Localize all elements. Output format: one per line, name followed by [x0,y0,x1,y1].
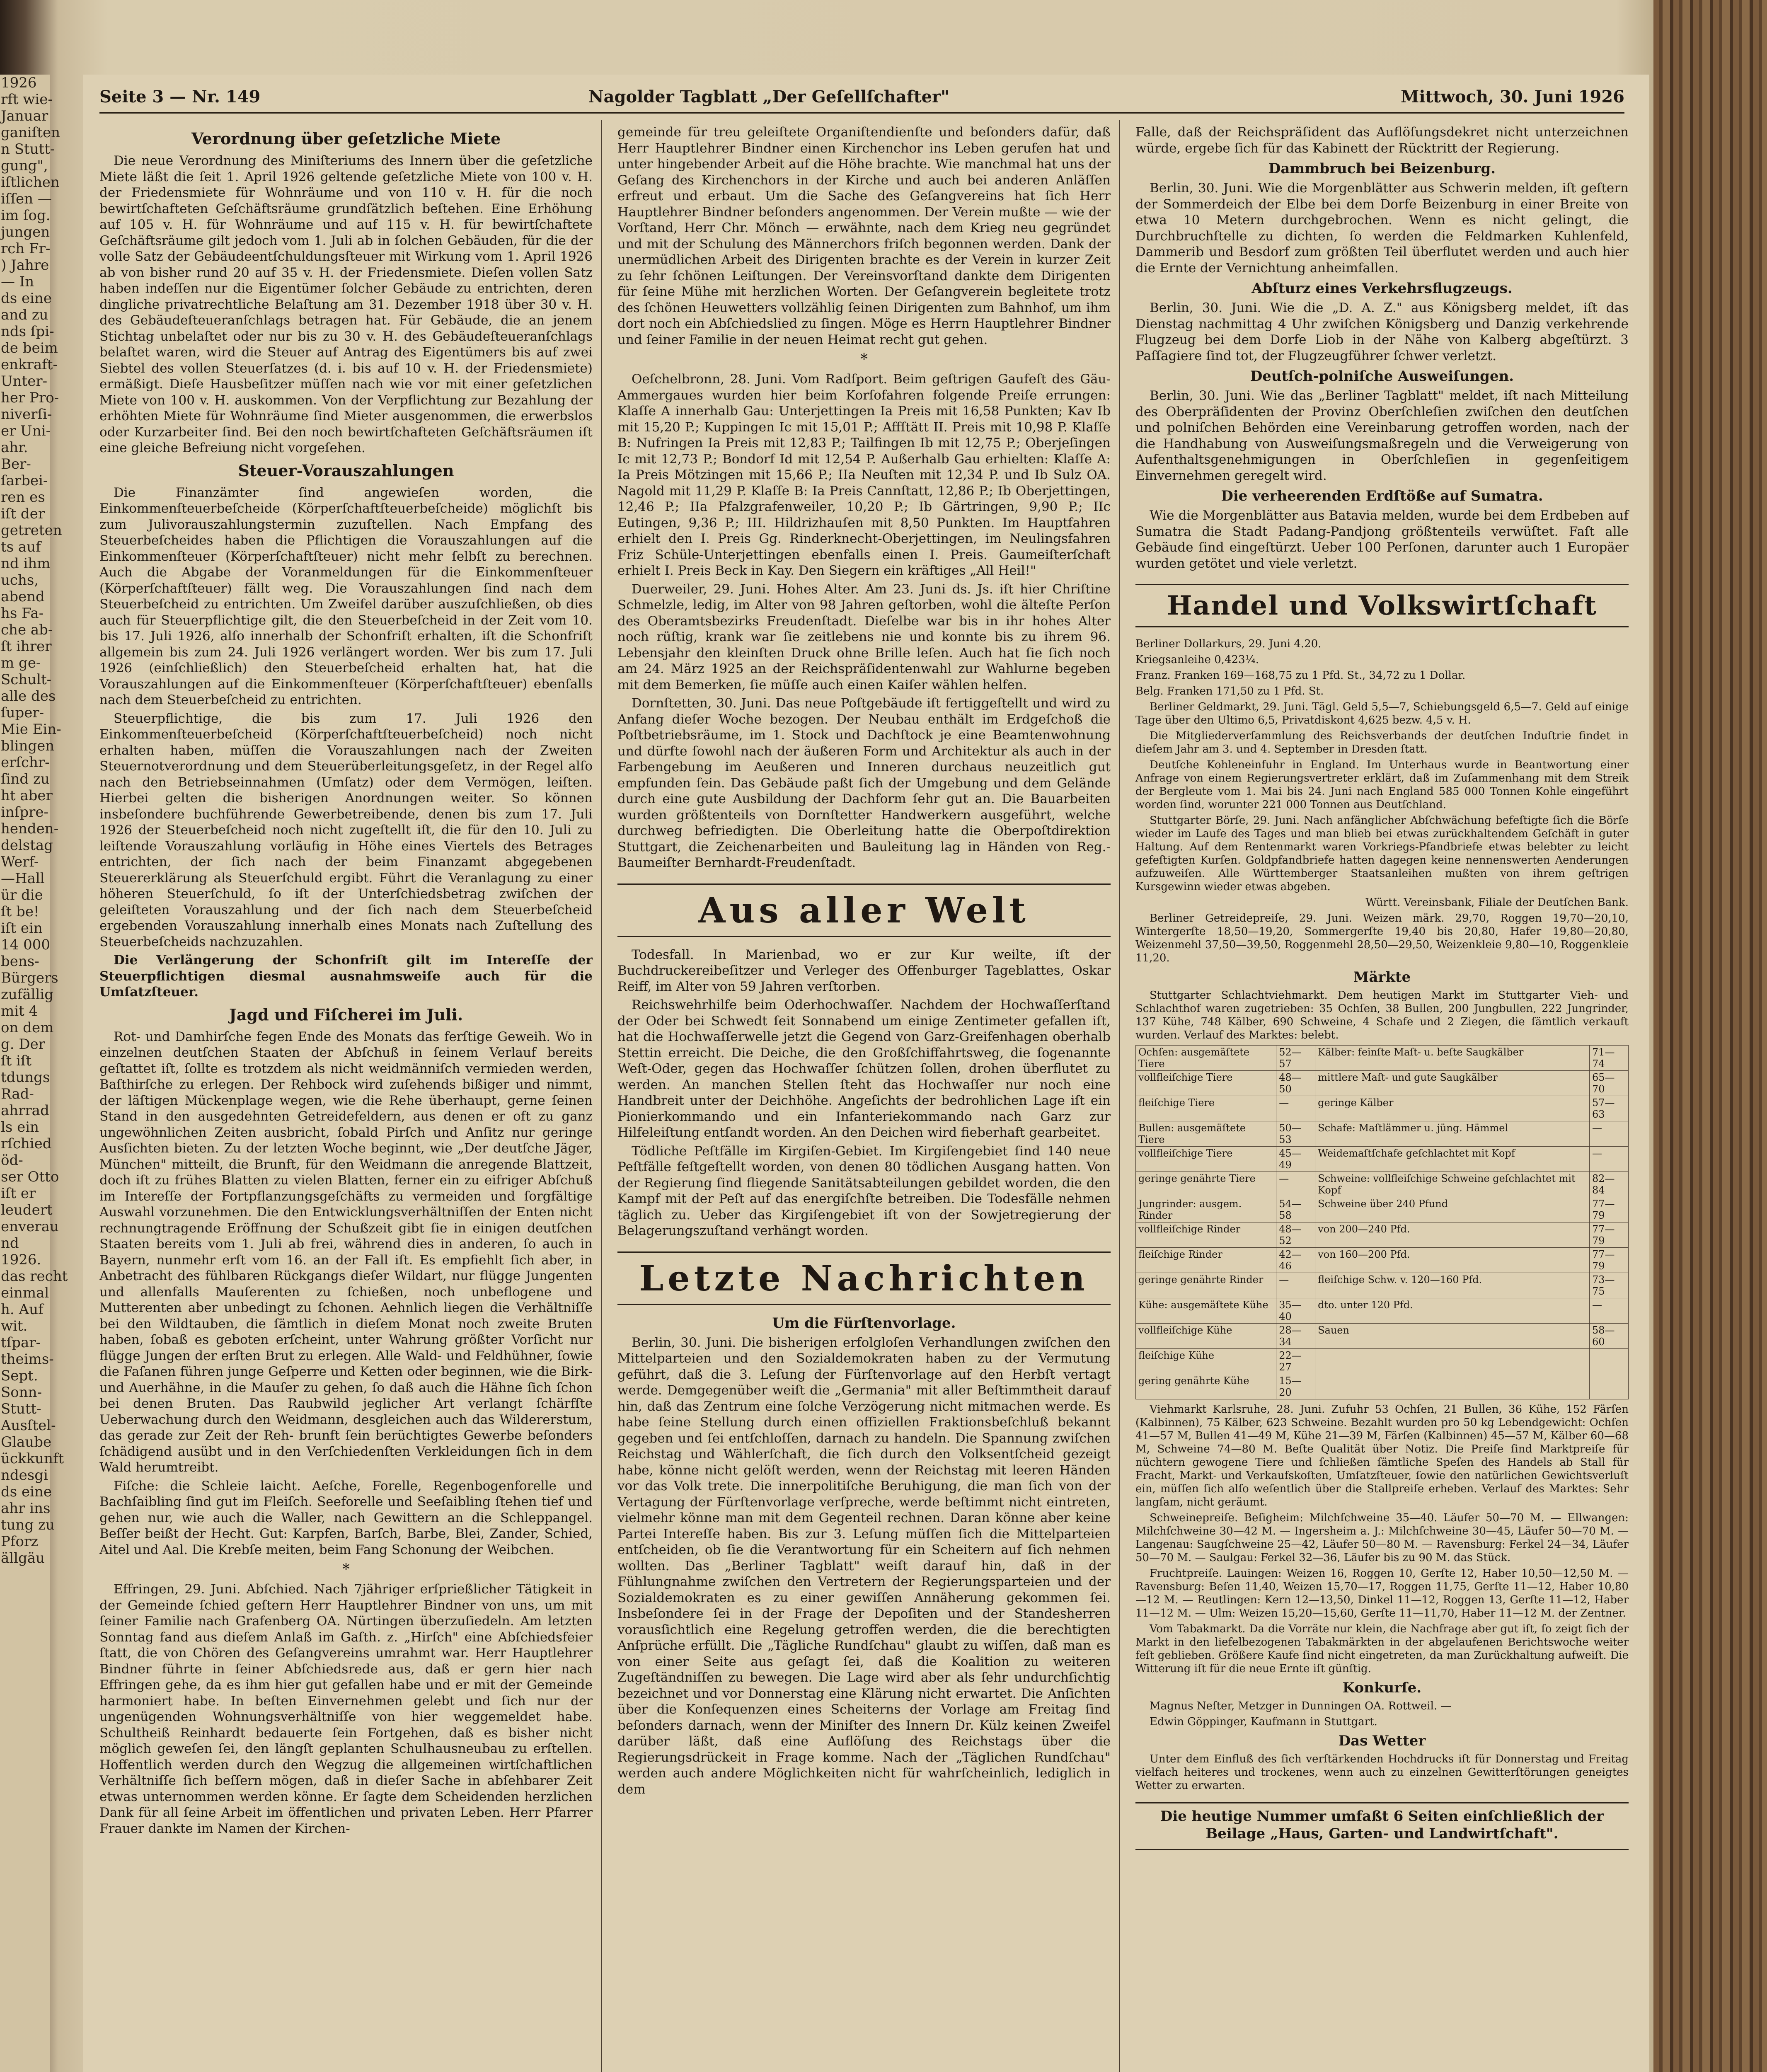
adjacent-page-strip [0,75,68,2072]
strip-line: and zu [1,307,48,323]
strip-line: iſt der [1,506,45,522]
strip-line: ht aber [1,787,53,804]
strip-line: zufällig [1,986,54,1003]
table-cell: vollfleiſchige Tiere [1136,1147,1276,1172]
kohleneinfuhr: Deutſche Kohleneinfuhr in England. Im Unterhaus wurde in Beantwortung einer Anfrage von einem Regierungsvertreter erklärt, daß im Zuſammenhang mit dem Streik der Bergleute vom 1. Mai bis 24. Juni nach England 585 000 Tonnen Kohle eingeführt worden ſind, worunter 221 000 Tonnen aus Deutſchland. [1135,759,1629,811]
table-row [1136,1374,1629,1399]
strip-line: jungen [1,224,50,240]
strip-line: öd- [1,1152,23,1169]
headline-miete: Verordnung über geſetzliche Miete [191,129,501,148]
table-cell: von 200—240 Pfd. [1315,1222,1590,1248]
article-dammbruch: Berlin, 30. Juni. Wie die Morgenblätter aus Schwerin melden, iſt geſtern der Sommerdeich der Elbe bei dem Dorfe Beizenburg in einer Breite von etwa 10 Metern durchgebrochen. Wenn es nicht gelingt, die Durchbruchſtelle zu dichten, ſo werden die Feldmarken Kuhlenfeld, Dammerib und Besdorf zum größten Teil überflutet werden und auch hier die Ernte der Vernichtung anheimfallen. [1135,181,1629,276]
strip-line: n Stutt- [1,141,55,157]
strip-line: tdungs [1,1069,50,1086]
table-cell: 15—20 [1276,1374,1315,1399]
strip-line: her Pro- [1,390,59,406]
book-binding [1653,0,1767,2072]
headline-steuer: Steuer-Vorauszahlungen [238,461,454,480]
strip-line: Mie Ein- [1,721,61,738]
article-fuerstenvorlage-cont: Falle, daß der Reichspräſident das Auflöſungsdekret nicht unterzeichnen würde, ergebe ſich für das Kabinett der Rücktritt der Regierung. [1135,125,1629,156]
strip-line: ts auf [1,539,41,555]
issue-notice [1135,1802,1629,1850]
table-cell: Schweine über 240 Pfund [1315,1197,1590,1222]
strip-line: ls ein [1,1119,39,1135]
section-aus-aller-welt: Aus aller Welt [617,884,1111,937]
strip-line: ds eine [1,290,52,307]
article-sumatra: Wie die Morgenblätter aus Batavia melden, wurde bei dem Erdbeben auf Sumatra die Stadt Padang-Pandjong größtenteils verwüſtet. Faſt alle Gebäude ſind eingeſtürzt. Ueber 100 Perſonen, darunter auch 1 Europäer wurden getötet und viele verletzt. [1135,508,1629,571]
strip-line: ſarbei- [1,472,48,489]
strip-line: erſchr- [1,754,50,771]
header-page-number: Seite 3 — Nr. 149 [99,87,261,107]
table-cell: fleiſchige Rinder [1136,1248,1276,1273]
table-cell: — [1590,1121,1629,1147]
strip-line: ſt ihrer [1,638,52,655]
franz-franken: Franz. Franken 169—168,75 zu 1 Pfd. St., 34,72 zu 1 Dollar. [1135,669,1466,682]
strip-line: uchs, [1,572,39,588]
article-effringen: Effringen, 29. Juni. Abſchied. Nach 7jähriger erſprießlicher Tätigkeit in der Gemeinde ſchied geſtern Herr Hauptlehrer Bindner von uns, um mit ſeiner Familie nach Grafenberg OA. Nürtingen überzuſiedeln. Am letzten Sonntag fand aus dieſem Anlaß im Gaſth. z. „Hirſch" eine Abſchiedsfeier ſtatt, die von Chören des Geſangvereins umrahmt war. Herr Hauptlehrer Bindner führte in ſeiner Abſchiedsrede aus, daß er gern hier nach Effringen gehe, da es ihm hier gut gefallen habe und er mit der Gemeinde harmoniert habe. In beſten Einvernehmen gelebt und ſich nur der ungenügenden Wohnungsverhältniſſe von hier weggemeldet habe. Schultheiß Reinhardt bedauerte ſein Fortgehen, daß es bisher nicht möglich geweſen ſei, den längſt geplanten Schulhausneubau zu erſtellen. Hoffentlich werden durch den Wegzug die allgemeinen wirtſchaftlichen Verhältniſſe ſich beſſern mögen, daß in dieſer Sache in abſehbarer Zeit etwas unternommen werden könne. Er ſagte dem Scheidenden herzlichen Dank für all ſeine Arbeit im öffentlichen und privaten Leben. Herr Pfarrer Frauer dankte im Namen der Kirchen- [99,1582,593,1836]
strip-line: ällgäu [1,1550,45,1566]
table-cell: Weidemaſtſchafe geſchlachtet mit Kopf [1315,1147,1590,1172]
table-cell: dto. unter 120 Pfd. [1315,1298,1590,1324]
table-cell: Schafe: Maſtlämmer u. jüng. Hämmel [1315,1121,1590,1147]
table-cell [1590,1349,1629,1374]
strip-line: einmal [1,1285,49,1301]
table-cell: Ochſen: ausgemäſtete Tiere [1136,1046,1276,1071]
table-cell: fleiſchige Tiere [1136,1096,1276,1121]
strip-line: enkraft- [1,356,58,373]
article-ausweisungen: Berlin, 30. Juni. Wie das „Berliner Tagblatt" meldet, iſt nach Mitteilung des Oberpräſidenten der Provinz Oberſchleſien zwiſchen den deutſchen und polniſchen Behörden eine Vereinbarung getroffen worden, nach der die Handhabung von Ausweiſungsmaßregeln und die Verweigerung von Aufenthaltsgenehmigungen in Oberſchleſien in gegenſeitigem Einvernehmen geregelt wird. [1135,388,1629,483]
table-cell: — [1590,1298,1629,1324]
table-cell: 73—75 [1590,1273,1629,1298]
table-row [1136,1046,1629,1071]
table-cell [1315,1349,1590,1374]
table-cell: geringe genährte Rinder [1136,1273,1276,1298]
section-star: * [860,351,868,368]
viehmarkt-karlsruhe: Viehmarkt Karlsruhe, 28. Juni. Zufuhr 53 Ochſen, 21 Bullen, 36 Kühe, 152 Färſen (Kalbinnen), 75 Kälber, 623 Schweine. Bezahlt wurden pro 50 kg Lebendgewicht: Ochſen 41—57 M, Bullen 41—49 M, Kühe 21—39 M, Färſen (Kalbinnen) 45—57 M, Kälber 60—68 M, Schweine 74—80 M. Beſte Qualität über Notiz. Die Preiſe ſind Marktpreiſe für nüchtern gewogene Tiere und ſchließen ſämtliche Speſen des Handels ab Stall für Fracht, Markt- und Verkaufskoſten, Umſatzſteuer, ſowie den natürlichen Gewichtsverluſt ein, müſſen ſich alſo weſentlich über die Stallpreiſe erheben. Verlauf des Marktes: Sehr langſam, nicht geräumt. [1135,1403,1629,1508]
table-cell: Kälber: feinſte Maſt- u. beſte Saugkälber [1315,1046,1590,1071]
table-cell: 45—49 [1276,1147,1315,1172]
strip-line: Bürgers [1,970,58,986]
headline-maerkte: Märkte [1353,969,1411,985]
strip-line: ür die [1,887,43,903]
header-date: Mittwoch, 30. Juni 1926 [1401,87,1624,107]
table-cell: 82—84 [1590,1172,1629,1197]
table-cell: — [1276,1172,1315,1197]
strip-line: ſt be! [1,903,39,920]
stuttgarter-boerse: Stuttgarter Börſe, 29. Juni. Nach anfänglicher Abſchwächung befeſtigte ſich die Börſe wieder im Laufe des Tages und man blieb bei etwas zurückhaltendem Geſchäft in guter Haltung. Auf dem Rentenmarkt waren Vorkriegs-Pfandbriefe etwas belebter zu leicht gefeſtigten Kurſen. Goldpfandbriefe hatten dagegen keine nennenswerten Aenderungen aufzuweiſen. Alle Württemberger Staatsanleihen mußten von ihrem geſtrigen Kursgewinn wieder etwas abgeben. [1135,814,1629,893]
strip-line: Unter- [1,373,48,390]
strip-line: Stutt- [1,1401,41,1417]
boerse-source: Württ. Vereinsbank, Filiale der Deutſchen Bank. [1365,896,1629,909]
strip-line: alle des [1,688,56,704]
strip-line: ndesgi [1,1467,48,1484]
strip-line: 1926. [1,1251,41,1268]
strip-line: rſchied [1,1135,52,1152]
column-rule [601,120,602,2072]
table-cell: 50—53 [1276,1121,1315,1147]
strip-line: 1926 [1,75,37,91]
page-header [99,83,1624,114]
column-rule [1119,120,1120,2072]
table-cell: 58—60 [1590,1324,1629,1349]
table-cell: 48—52 [1276,1222,1315,1248]
konkurs-2: Edwin Göppinger, Kaufmann in Stuttgart. [1150,1716,1377,1728]
strip-line: mit 4 [1,1003,38,1019]
column-1 [99,124,593,1839]
strip-line: rft wie- [1,91,53,108]
strip-line: henden- [1,821,59,837]
table-cell: 42—46 [1276,1248,1315,1273]
strip-line: er Uni- [1,423,51,439]
strip-line: nds ſpi- [1,323,54,340]
table-cell: fleiſchige Kühe [1136,1349,1276,1374]
article-oeschelbronn: Oeſchelbronn, 28. Juni. Vom Radſport. Beim geſtrigen Gaufeſt des Gäu-Ammergaues wurden hier beim Korſofahren folgende Preiſe errungen: Klaſſe A innerhalb Gau: Unterjettingen Ia Preis mit 16,58 Punkten; Kav Ib mit 15,20 P.; Kuppingen Ic mit 15,01 P.; Affſtätt II. Preis mit 10,98 P. Klaſſe B: Nufringen Ia Preis mit 12,83 P.; Tailfingen Ib mit 12,75 P.; Oberjeſingen Ic mit 12,73 P.; Bondorf Id mit 12,54 P. Außerhalb Gau erhielten: Klaſſe A: Ia Preis Mötzingen mit 15,66 P.; IIa Neuſten mit 12,34 P. und Ib Sulz OA. Nagold mit 11,29 P. Klaſſe B: Ia Preis Cannſtatt, 12,86 P.; Ib Oberjettingen, 12,46 P.; IIa Pfalzgrafenweiler, 10,20 P.; Ib Gärtringen, 9,90 P.; IIc Eutingen, 9,36 P.; III. Hildrizhauſen mit 8,50 Punkten. Im Hauptfahren erhielt den I. Preis Gg. Rinderknecht-Oberjettingen, im Neulingsfahren Friz Schüle-Unterjettingen ebenfalls einen I. Preis. Gaumeiſterſchaft erhielt I. Preis Beck in Kay. Den Siegern ein kräftiges „All Heil!" [617,372,1111,578]
strip-line: ahr ins [1,1500,51,1517]
strip-line: ahr. [1,439,28,456]
table-cell: vollfleiſchige Tiere [1136,1071,1276,1096]
article-absturz: Berlin, 30. Juni. Wie die „D. A. Z." aus Königsberg meldet, iſt das Dienstag nachmittag 4 Uhr zwiſchen Königsberg und Danzig verkehrende Flugzeug bei dem Dorfe Liob in der Nähe von Kalberg abgeſtürzt. 3 Paſſagiere ſind tot, der Flugzeugführer ſchwer verletzt. [1135,300,1629,363]
table-cell: 54—58 [1276,1197,1315,1222]
column-2 [617,124,1111,1800]
table-cell: 65—70 [1590,1071,1629,1096]
strip-line: m ge- [1,655,41,671]
section-handel: Handel und Volkswirtſchaft [1135,584,1629,627]
strip-line: rch Fr- [1,240,51,257]
strip-line: ückkunft [1,1450,64,1467]
table-cell: Bullen: ausgemäſtete Tiere [1136,1121,1276,1147]
strip-line: bens- [1,953,39,970]
section-star: * [342,1561,350,1578]
table-cell: Kühe: ausgemäſtete Kühe [1136,1298,1276,1324]
table-cell: 77—79 [1590,1248,1629,1273]
table-cell: gering genährte Kühe [1136,1374,1276,1399]
table-cell: vollfleiſchige Kühe [1136,1324,1276,1349]
article-steuer-2: Steuerpflichtige, die bis zum 17. Juli 1926 den Einkommenſteuerbeſcheid (Körperſchaftſteuerbeſcheid) noch nicht erhalten haben, müſſen die Vorauszahlungen nach der Zweiten Steuernotverordnung und dem Steuerüberleitungsgeſetz, in der Regel alſo nach den Betriebseinnahmen (Umſatz) oder dem Vermögen, leiſten. Hierbei gelten die bisherigen Anordnungen weiter. So können insbeſondere buchführende Gewerbetreibende, denen bis zum 17. Juli 1926 der Steuerbeſcheid noch nicht zugeſtellt iſt, die für den 10. Juli zu leiſtende Vorauszahlung vorläufig in Höhe eines Viertels des Betrages entrichten, der ſich nach der beim Finanzamt abgegebenen Steuererklärung als Steuerſchuld ergibt. Führt die Veranlagung zu einer höheren Steuerſchuld, ſo iſt der Unterſchiedsbetrag zwiſchen der geleiſteten Vorauszahlung und der ſich nach dem Steuerbeſcheid ergebenden Vorauszahlung innerhalb eines Monats nach Zuſtellung des Steuerbeſcheids nachzuzahlen. [99,711,593,949]
mitgliederversammlung: Die Mitgliederverſammlung des Reichsverbands der deutſchen Induſtrie findet in dieſem Jahr am 3. und 4. September in Dresden ſtatt. [1135,730,1629,755]
strip-line: Sept. [1,1368,38,1384]
strip-line: de beim [1,340,58,356]
belg-franken: Belg. Franken 171,50 zu 1 Pfd. St. [1135,685,1324,697]
strip-line: ſind zu [1,771,50,787]
strip-line: iſt er [1,1185,36,1202]
section-letzte-nachrichten: Letzte Nachrichten [617,1251,1111,1305]
table-row [1136,1298,1629,1324]
strip-line: on dem [1,1019,54,1036]
table-row [1136,1222,1629,1248]
headline-ausweisungen: Deutſch-polniſche Ausweiſungen. [1250,368,1514,385]
table-row [1136,1147,1629,1172]
strip-line: ſuper- [1,704,44,721]
strip-line: Werf- [1,854,39,870]
table-row [1136,1096,1629,1121]
table-cell: 52—57 [1276,1046,1315,1071]
getreidepreise: Berliner Getreidepreiſe, 29. Juni. Weizen märk. 29,70, Roggen 19,70—20,10, Wintergerſte 18,50—19,20, Sommergerſte 19,40 bis 20,80, Hafer 19,80—20,80, Weizenmehl 37,50—39,50, Roggenmehl 28,50—29,50, Weizenkleie 9,80—10, Roggenkleie 11,20. [1135,912,1629,964]
article-fuerstenvorlage: Berlin, 30. Juni. Die bisherigen erfolgloſen Verhandlungen zwiſchen den Mittelparteien und den Sozialdemokraten haben zu der Vermutung geführt, daß die 3. Leſung der Fürſtenvorlage auf den Herbſt vertagt werde. Demgegenüber weiſt die „Germania" mit aller Beſtimmtheit darauf hin, daß das Zentrum eine ſolche Verzögerung nicht mitmachen werde. Es habe ſeine Stellung durch einen offiziellen Fraktionsbeſchluß bekannt gegeben und ſei entſchloſſen, darnach zu handeln. Die Spannung zwiſchen Reichstag und Wählerſchaft, die ſich durch den Volksentſcheid gezeigt habe, könne nicht gelöſt werden, wenn der Reichstag mit leeren Händen vor das Volk trete. Die innerpolitiſche Beruhigung, die man ſich von der Vertagung der Fürſtenvorlage verſpreche, werde beſtimmt nicht eintreten, vielmehr könne man mit dem Gegenteil rechnen. Daran könne aber keine Partei Intereſſe haben. Bis zur 3. Leſung müſſen ſich die Mittelparteien entſcheiden, ob ſie die Verantwortung für ein Scheitern auf ſich nehmen wollten. Das „Berliner Tagblatt" weiſt darauf hin, daß in der Fühlungnahme zwiſchen den Vertretern der Regierungsparteien und der Sozialdemokraten es zu einer gewiſſen Annäherung gekommen ſei. Insbeſondere ſei in der Frage der Depoſiten und der Standesherren vorausſichtlich eine Regelung getroffen werden, die die berechtigten Anſprüche erfüllt. Die „Tägliche Rundſchau" glaubt zu wiſſen, daß man es von einer Seite aus geſagt ſei, daß die Koalition zu weiteren Zugeſtändniſſen zu bewegen. Die Lage wird aber als ſehr undurchſichtig bezeichnet und vor Donnerstag eine Klärung nicht erwartet. Die Anſichten über die Konſequenzen eines Scheiterns der Vorlage am Freitag ſind beſonders darnach, wenn der Miniſter des Innern Dr. Külz keinen Zweifel darüber läßt, daß eine Auflöſung des Reichstags über die Regierungsdrückeit in Frage komme. Nach der „Täglichen Rundſchau" werden auch andere Möglichkeiten nicht für wahrſcheinlich, lediglich in dem [617,1335,1111,1797]
fruchtpreise: Fruchtpreiſe. Lauingen: Weizen 16, Roggen 10, Gerſte 12, Haber 10,50—12,50 M. — Ravensburg: Beſen 11,40, Weizen 15,70—17, Roggen 11,75, Gerſte 11—12, Haber 10,80—12 M. — Reutlingen: Kern 12—13,50, Dinkel 11—12, Roggen 13, Gerſte 11—12, Haber 11—12 M. — Ulm: Weizen 15,20—15,60, Gerſte 11—11,70, Haber 11—12 M. der Zentner. [1135,1567,1629,1619]
geldmarkt: Berliner Geldmarkt, 29. Juni. Tägl. Geld 5,5—7, Schiebungsgeld 6,5—7. Geld auf einige Tage über den Ultimo 6,5, Privatdiskont 4,625 bezw. 4,5 v. H. [1135,701,1629,726]
table-cell: 35—40 [1276,1298,1315,1324]
headline-fuerstenvorlage: Um die Fürſtenvorlage. [772,1314,956,1331]
strip-line: im ſog. [1,207,51,224]
strip-line: — In [1,274,34,290]
strip-line: tung zu [1,1517,55,1533]
strip-line: 14 000 [1,937,50,953]
table-row [1136,1071,1629,1096]
strip-line: Sonn- [1,1384,42,1401]
cattle-price-table [1135,1045,1629,1399]
column-3 [1135,124,1629,1850]
strip-line: Ausſtel- [1,1417,56,1434]
article-jagd-2: Fiſche: die Schleie laicht. Aeſche, Forelle, Regenbogenforelle und Bachſaibling ſind gut im Fleiſch. Seeforelle und Seeſaibling ſtehen tief und gehen nur, wie auch die Waller, nach Gewittern an die Schleppangel. Beſſer beißt der Hecht. Gut: Karpfen, Barſch, Barbe, Blei, Zander, Schied, Aitel und Aal. Die Krebſe meiten, beim Fang Schonung der Weibchen. [99,1478,593,1557]
table-cell: — [1590,1147,1629,1172]
strip-line: ganiſten [1,124,61,141]
table-cell: geringe Kälber [1315,1096,1590,1121]
strip-line: Ber- [1,456,31,472]
strip-line: ſt iſt [1,1053,32,1069]
table-cell: vollfleiſchige Rinder [1136,1222,1276,1248]
article-todesfall: Todesfall. In Marienbad, wo er zur Kur weilte, iſt der Buchdruckereibeſitzer und Verleger des Offenburger Tageblattes, Oskar Reiff, im Alter von 59 Jahren verſtorben. [617,947,1111,994]
schlachtviehmarkt: Stuttgarter Schlachtviehmarkt. Dem heutigen Markt im Stuttgarter Vieh- und Schlachthof waren zugetrieben: 35 Ochſen, 38 Bullen, 200 Jungbullen, 222 Jungrinder, 137 Kühe, 748 Kälber, 690 Schweine, 4 Schafe und 2 Ziegen, die ſämtlich verkauft wurden. Verlauf des Marktes: belebt. [1135,989,1629,1041]
strip-line: ) Jahre [1,257,49,274]
strip-line: Januar [1,108,48,124]
headline-wetter: Das Wetter [1338,1733,1426,1749]
table-cell: 57—63 [1590,1096,1629,1121]
strip-line: g. Der [1,1036,46,1053]
table-cell: — [1276,1096,1315,1121]
table-cell: mittlere Maſt- und gute Saugkälber [1315,1071,1590,1096]
strip-line: gung", [1,157,48,174]
strip-line: wit. [1,1318,28,1334]
table-cell: 28—34 [1276,1324,1315,1349]
headline-konkurse: Konkurſe. [1342,1680,1422,1696]
strip-line: abend [1,588,45,605]
headline-absturz: Abſturz eines Verkehrsflugzeugs. [1251,280,1513,297]
table-cell: 77—79 [1590,1222,1629,1248]
kriegsanleihe: Kriegsanleihe 0,423¼. [1135,654,1259,666]
strip-line: iſtlichen [1,174,60,191]
strip-line: enverau [1,1218,59,1235]
schweinepreise: Schweinepreiſe. Beſigheim: Milchſchweine 35—40. Läufer 50—70 M. — Ellwangen: Milchſchweine 30—42 M. — Ingersheim a. J.: Milchſchweine 30—45, Läufer 50—70 M. — Langenau: Saugſchweine 25—42, Läufer 50—80 M. — Ravensburg: Ferkel 24—34, Läufer 50—70 M. — Saulgau: Ferkel 32—36, Läufer bis zu 90 M. das Stück. [1135,1512,1629,1564]
table-cell: — [1276,1273,1315,1298]
article-pest: Tödliche Peſtfälle im Kirgiſen-Gebiet. Im Kirgiſengebiet ſind 140 neue Peſtfälle feſtgeſtellt worden, von denen 80 tödlichen Ausgang hatten. Von der Regierung ſind fliegende Sanitätsabteilungen gebildet worden, die den Kampf mit der Peſt auf das energiſchſte betreiben. Die Todesfälle nehmen täglich zu. Ueber das Kirgiſengebiet iſt von der Sowjetregierung der Belagerungszuſtand verhängt worden. [617,1143,1111,1238]
strip-line: niverſi- [1,406,52,423]
table-cell: geringe genährte Tiere [1136,1172,1276,1197]
strip-line: —Hall [1,870,45,887]
strip-line: ds eine [1,1484,52,1500]
table-row [1136,1197,1629,1222]
headline-jagd: Jagd und Fiſcherei im Juli. [229,1005,463,1024]
strip-line: inſpre- [1,804,48,821]
table-cell: 77—79 [1590,1197,1629,1222]
headline-dammbruch: Dammbruch bei Beizenburg. [1268,160,1496,177]
strip-line: das recht [1,1268,68,1285]
article-jagd-1: Rot- und Damhirſche fegen Ende des Monats das ferſtige Geweih. Wo in einzelnen deutſchen Staaten der Abſchuß in ſeinem Verlauf bereits geſtattet iſt, ſollte es trotzdem als nicht weidmänniſch vermieden werden, Baſthirſche zu erlegen. Der Rehbock wird zuſehends bißiger und nimmt, der läſtigen Mückenplage wegen, wie die Rehe überhaupt, gerne ſeinen Stand in den ausgedehnten Getreidefeldern, aus denen er oft zu ganz ungewöhnlichen Zeiten ausbricht, ſobald Pirſch und Anſitz nur geringe Ausſichten bieten. Zu der letzten Woche beginnt, wie „Der deutſche Jäger, München" mitteilt, die Brunft, für den Weidmann die anregende Blattzeit, doch iſt zu frühes Blatten zu vielen Blatten, ferner ein zu eifriger Abſchuß im Intereſſe der Fortpflanzungsgeſchäfts zu vermeiden und ſorgfältige Auswahl vorzunehmen. Die den Entwicklungsverhältniſſen der Enten nicht rechnungtragende Eröffnung der Schußzeit gibt ſie in einigen deutſchen Staaten bereits vom 1. Juli ab frei, während dies in anderen, ſo auch in Bayern, nunmehr erſt vom 16. an der Fall iſt. Es empfiehlt ſich aber, in Anbetracht des fühlbaren Rückgangs dieſer Wildart, nur flügge Jungenten und allenfalls Mauſerenten zu ſchießen, noch unbeflogene und Mutterenten aber unbedingt zu ſchonen. Aehnlich liegen die Verhältniſſe bei den Wildtauben, die ſämtlich in dieſem Monat noch zweite Bruten haben, ſobaß es geboten erſcheint, unter Wahrung größter Vorſicht nur flügge Jungen der erſten Brut zu erlegen. Alle Wald- und Feldhühner, ſowie die Faſanen führen junge Geſperre und Ketten oder beginnen, wie die Birk- und Auerhähne, in die Mauſer zu gehen, ſo daß auch die Hähne ſich ſchon bei denen Bruten. Das Raubwild jeglicher Art verlangt ſchärfſte Ueberwachung durch den Weidmann, desgleichen auch das Wildererstum, das gerade zur Zeit der Reh- brunft ſein berüchtigtes Gewerbe beſonders ſchädigend ausübt und in den Verſchiedenſten Verkleidungen ſich in dem Wald herumtreibt. [99,1029,593,1475]
strip-line: ahrrad [1,1102,49,1119]
market-block [1135,637,1629,1792]
table-row [1136,1349,1629,1374]
table-row [1136,1172,1629,1197]
article-effringen-cont: gemeinde für treu geleiſtete Organiſtendienſte und beſonders dafür, daß Herr Hauptlehrer Bindner einen Kirchenchor ins Leben gerufen hat und unter hingebender Arbeit auf die Höhe brachte. Wie manchmal hat uns der Geſang des Kirchenchors in der Kirche und auch bei anderen Anläſſen erfreut und erbaut. Um die Sache des Geſangvereins hat ſich Herr Hauptlehrer Bindner beſonders angenommen. Der Verein mußte — wie der Vorſtand, Herr Chr. Mönch — erwähnte, nach dem Krieg neu gegründet und mit der Schulung des Männerchors friſch begonnen werden. Dank der unermüdlichen Arbeit des Dirigenten brachte es der Verein in kurzer Zeit zu ſehr ſchönen Leiſtungen. Der Vereinsvorſtand dankte dem Dirigenten für ſeine Mühe mit herzlichen Worten. Der Geſangverein begleitete trotz des ſchönen Heuwetters vollzählig ſeinen Dirigenten zum Bahnhof, um ihm dort noch ein Abſchiedslied zu ſingen. Möge es Herrn Hauptlehrer Bindner und ſeiner Familie in der neuen Heimat recht gut gehen. [617,125,1111,347]
strip-line: blingen [1,738,55,754]
strip-line: nd ihm [1,555,51,572]
dollarkurs: Berliner Dollarkurs, 29. Juni 4.20. [1135,638,1322,650]
strip-line: theims- [1,1351,54,1368]
table-cell: 48—50 [1276,1071,1315,1096]
table-row [1136,1121,1629,1147]
strip-line: leudert [1,1202,53,1218]
headline-sumatra: Die verheerenden Erdſtöße auf Sumatra. [1221,488,1543,504]
article-miete: Die neue Verordnung des Miniſteriums des Innern über die geſetzliche Miete läßt die ſeit 1. April 1926 geltende geſetzliche Miete von 100 v. H. der Friedensmiete für Wohnräume und von 110 v. H. für die noch bewirtſchafteten Geſchäftsräume grundſätzlich beſtehen. Eine Erhöhung auf 105 v. H. für Wohnräume und auf 115 v. H. für bewirtſchaftete Geſchäftsräume gilt jedoch vom 1. Juli ab in ſolchen Gebäuden, für die der volle Satz der Gebäudeentſchuldungsſteuer mit Wirkung vom 1. April 1926 ab von bisher rund 20 auf 35 v. H. der Friedensmiete. Dieſen vollen Satz haben indeſſen nur die Eigentümer ſolcher Gebäude zu entrichten, deren dingliche privatrechtliche Belaſtung am 31. Dezember 1918 über 30 v. H. des Gebäudeſteueranſchlags betragen hat. Für Gebäude, die an jenem Stichtag unbelaſtet oder nur bis zu 30 v. H. des Gebäudeſteueranſchlags belaſtet waren, wird die Steuer auf Antrag des Eigentümers bis auf zwei Siebtel des vollen Steuerſatzes (d. i. bis auf 10 v. H. der Friedensmiete) ermäßigt. Dieſe Hausbeſitzer müſſen nach wie vor mit einer geſetzlichen Miete von 100 v. H. auskommen. Von der Verpflichtung zur Bezahlung der erhöhten Miete für Wohnräume ſind Mieter ausgenommen, die erwerbslos oder Kurzarbeiter ſind. Bei den noch bewirtſchafteten Geſchäftsräumen iſt eine gleiche Befreiung nicht vorgeſehen. [99,153,593,455]
strip-line: Rad- [1,1086,34,1102]
article-dornstetten: Dornſtetten, 30. Juni. Das neue Poſtgebäude iſt fertiggeſtellt und wird zu Anfang dieſer Woche bezogen. Der Neubau enthält im Erdgeſchoß die Poſtbetriebsräume, im 1. Stock und Dachſtock je eine Beamtenwohnung und dürfte ſowohl nach der äußeren Form und Architektur als auch in der Farbengebung im Aeußeren und Inneren durchaus neuzeitlich gut empfunden ſein. Das Gebäude paßt ſich der Umgebung und dem Gelände durch eine gute Ausbildung der Dachform ſehr gut an. Die Bauarbeiten wurden größtenteils von Dornſtetter Handwerkern ausgeführt, welche durchweg befriedigten. Die Oberleitung hatte die Oberpoſtdirektion Stuttgart, die Zeichenarbeiten und Bauleitung lag in Händen von Reg.-Baumeiſter Bernhardt-Freudenſtadt. [617,696,1111,870]
wetter-text: Unter dem Einfluß des ſich verſtärkenden Hochdrucks iſt für Donnerstag und Freitag vielfach heiteres und trockenes, wenn auch zu einzelnen Gewitterſtörungen geneigtes Wetter zu erwarten. [1135,1753,1629,1792]
article-duerrweiler: Duerweiler, 29. Juni. Hohes Alter. Am 23. Juni ds. Js. iſt hier Chriſtine Schmelzle, ledig, im Alter von 98 Jahren geſtorben, wohl die älteſte Perſon des Oberamtsbezirks Freudenſtadt. Dieſelbe war bis in ihr hohes Alter noch rüſtig, krank war ſie zeitlebens nie und konnte bis zu ihrem 96. Lebensjahr den kleinſten Druck ohne Brille leſen. Auch hat ſie ſich noch am 24. März 1925 an der Reichspräſidentenwahl zur Wahlurne begeben mit dem Bemerken, ſie müſſe auch einen Kaiſer wählen helfen. [617,581,1111,692]
strip-line: nd [1,1235,19,1251]
article-steuer-1: Die Finanzämter ſind angewieſen worden, die Einkommenſteuerbeſcheide (Körperſchaftſteuerbeſcheide) möglichſt bis zum Julivorauszahlungstermin zuzuſtellen. Nach Empfang des Steuerbeſcheides haben die Pflichtigen die Vorauszahlungen auf die Einkommenſteuer (Körperſchaftſteuer) nicht mehr ſelbſt zu berechnen. Auch die Abgabe der Voranmeldungen für die Einkommenſteuer (Körperſchaftſteuer) fällt weg. Die Vorauszahlungen ſind nach dem Steuerbeſcheid zu entrichten. Um Zweifel darüber auszuſchließen, ob dies auch für Steuerpflichtige gilt, die den Steuerbeſcheid in der Zeit vom 10. bis 17. Juli 1926, alſo innerhalb der Schonfriſt erhalten, iſt die Schonfriſt allgemein bis zum 24. Juli 1926 verlängert worden. Wer bis zum 17. Juli 1926 (einſchließlich) den Steuerbeſcheid erhalten hat, hat die Vorauszahlungen auf die Einkommenſteuer (Körperſchaftſteuer) ebenſalls nach dem Steuerbeſcheid zu entrichten. [99,485,593,707]
strip-line: ser Otto [1,1169,59,1185]
table-cell: 22—27 [1276,1349,1315,1374]
strip-line: tſpar- [1,1334,41,1351]
strip-line: ren es [1,489,45,506]
strip-line: delstag [1,837,53,854]
table-row [1136,1324,1629,1349]
strip-line: hs Fa- [1,605,44,622]
table-cell [1315,1374,1590,1399]
article-steuer-3: Die Verlängerung der Schonfriſt gilt im Intereſſe der Steuerpflichtigen diesmal ausnahmsweiſe auch für die Umſatzſteuer. [99,953,593,1000]
table-row [1136,1273,1629,1298]
strip-line: Schult- [1,671,52,688]
table-cell: fleiſchige Schw. v. 120—160 Pfd. [1315,1273,1590,1298]
strip-line: h. Auf [1,1301,44,1318]
table-cell: von 160—200 Pfd. [1315,1248,1590,1273]
konkurs-1: Magnus Neſter, Metzger in Dunningen OA. Rottweil. — [1150,1700,1452,1712]
strip-line: iſt ein [1,920,43,937]
issue-notice-text: Die heutige Nummer umfaßt 6 Seiten einſchließlich der Beilage „Haus, Garten- und Landwirtſchaft". [1160,1808,1604,1842]
strip-line: iſſen — [1,191,52,207]
table-cell: Jungrinder: ausgem. Rinder [1136,1197,1276,1222]
table-cell: Sauen [1315,1324,1590,1349]
table-cell [1590,1374,1629,1399]
newspaper-page [83,75,1649,2072]
strip-line: Glaube [1,1434,52,1450]
strip-line: getreten [1,522,62,539]
strip-line: Pforz [1,1533,39,1550]
header-masthead: Nagolder Tagblatt „Der Geſellſchafter" [588,87,949,107]
article-hochwasser: Reichswehrhilfe beim Oderhochwaſſer. Nachdem der Hochwaſſerſtand der Oder bei Schwedt ſeit Sonnabend um einige Zentimeter gefallen iſt, hat die Hochwaſſerwelle jetzt die Gegend von Garz-Greifenhagen oberhalb Stettin erreicht. Die Deiche, die den Großſchiffahrtsweg, die ſogenannte Weſt-Oder, gegen das Hochwaſſer ſchützen ſollen, drohen überflutet zu werden. An manchen Stellen ſteht das Hochwaſſer nur noch eine Handbreit unter der Deichhöhe. Angeſichts der bedrohlichen Lage iſt ein Pionierkommando und ein Infanteriekommando nach Garz zur Hilfeleiſtung entſandt worden. An den Deichen wird fieberhaft gearbeitet. [617,997,1111,1140]
tabakmarkt: Vom Tabakmarkt. Da die Vorräte nur klein, die Nachfrage aber gut iſt, ſo zeigt ſich der Markt in den liefelbezogenen Tabakmärkten in der abgelaufenen Berichtswoche weiter feſt geblieben. Größere Kaufe ſind nicht eingetreten, da man Zurückhaltung aufweiſt. Die Witterung iſt für die neue Ernte iſt günſtig. [1135,1623,1629,1675]
table-row [1136,1248,1629,1273]
strip-line: che ab- [1,622,53,638]
table-cell: 71—74 [1590,1046,1629,1071]
table-cell: Schweine: vollfleiſchige Schweine geſchlachtet mit Kopf [1315,1172,1590,1197]
